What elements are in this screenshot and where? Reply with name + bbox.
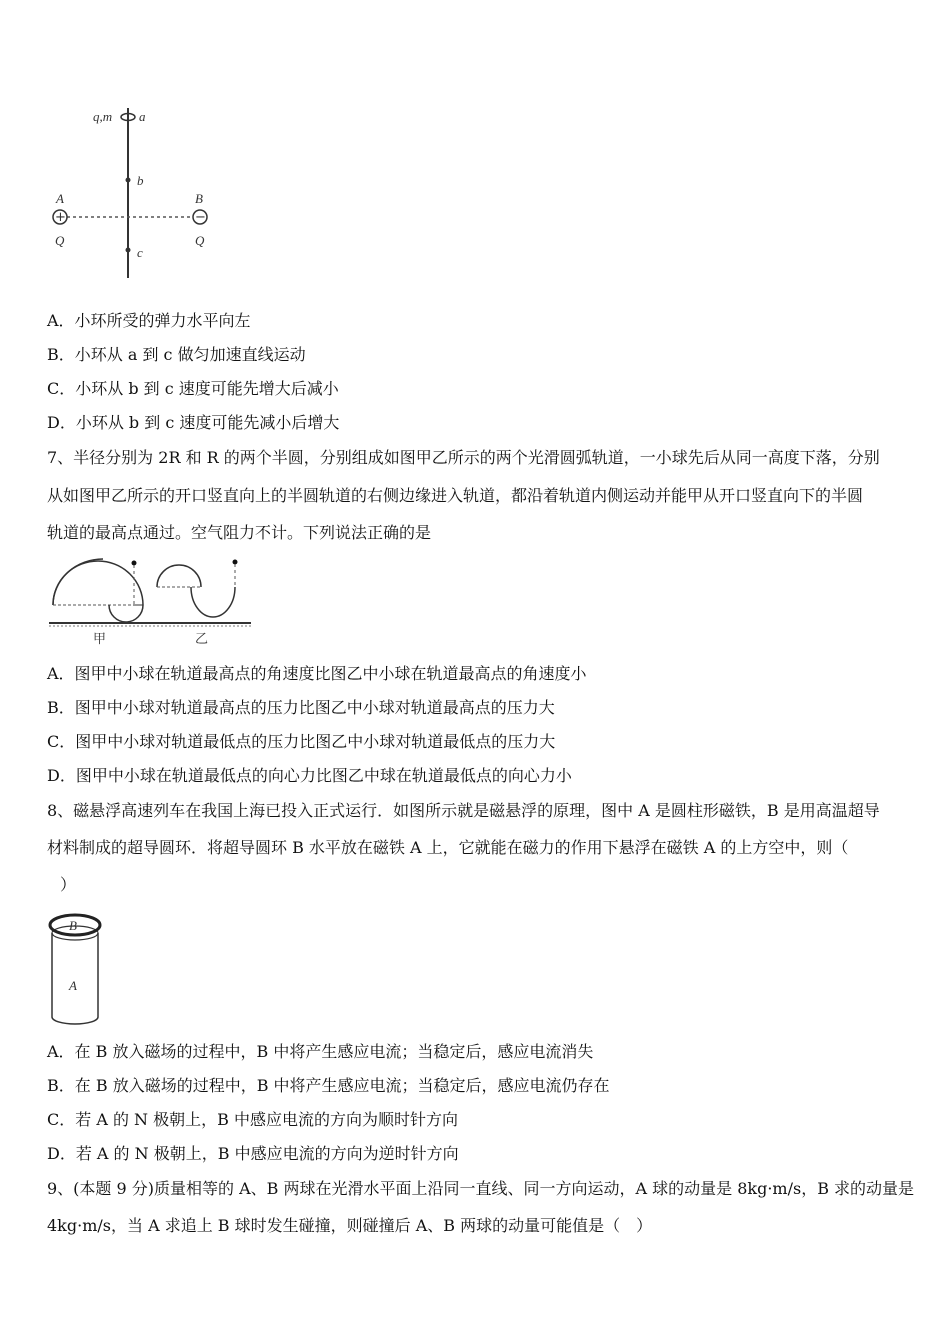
track-jia-small-arc: [109, 605, 143, 622]
q7-option-b: B．图甲中小球对轨道最高点的压力比图乙中小球对轨道最高点的压力大: [47, 698, 555, 717]
label-B: B: [195, 191, 203, 206]
q7-option-c: C．图甲中小球对轨道最低点的压力比图乙中小球对轨道最低点的压力大: [47, 732, 556, 751]
q7-stem-line-3: 轨道的最高点通过。空气阻力不计。下列说法正确的是: [47, 523, 432, 542]
q7-option-d: D．图甲中小球在轨道最低点的向心力比图乙中球在轨道最低点的向心力小: [47, 766, 572, 785]
minus-sign: −: [195, 210, 206, 225]
q8-stem-line-1: 8、磁悬浮高速列车在我国上海已投入正式运行．如图所示就是磁悬浮的原理，图中 A 是圆柱形磁铁，B 是用高温超导: [47, 801, 880, 820]
q6-option-a: A．小环所受的弹力水平向左: [47, 311, 251, 330]
figure-semicircle-tracks: [45, 555, 255, 650]
point-c: [126, 248, 131, 253]
label-QB: Q: [195, 233, 205, 248]
q7-stem-line-2: 从如图甲乙所示的开口竖直向上的半圆轨道的右侧边缘进入轨道，都沿着轨道内侧运动并能甲从开口竖直向下的半圆: [47, 486, 864, 505]
label-A: A: [56, 191, 64, 206]
label-jia: 甲: [93, 632, 107, 647]
label-b: b: [137, 173, 144, 188]
ball-yi: [233, 560, 238, 565]
q6-option-d: D．小环从 b 到 c 速度可能先减小后增大: [47, 413, 340, 432]
label-a: a: [139, 109, 146, 124]
ball-jia: [132, 561, 137, 566]
q8-option-c: C．若 A 的 N 极朝上，B 中感应电流的方向为顺时针方向: [47, 1110, 458, 1129]
track-yi-large-arc: [191, 587, 235, 617]
q6-option-b: B．小环从 a 到 c 做匀加速直线运动: [47, 345, 306, 364]
label-c: c: [137, 245, 143, 260]
q9-stem-line-2: 4kg·m/s，当 A 求追上 B 球时发生碰撞，则碰撞后 A、B 两球的动量可能值是（ ）: [47, 1216, 653, 1235]
q8-stem-line-3: ）: [60, 875, 77, 894]
q8-option-b: B．在 B 放入磁场的过程中，B 中将产生感应电流；当稳定后，感应电流仍存在: [47, 1076, 610, 1095]
q8-option-a: A．在 B 放入磁场的过程中，B 中将产生感应电流；当稳定后，感应电流消失: [47, 1042, 594, 1061]
label-QA: Q: [55, 233, 65, 248]
q8-stem-line-2: 材料制成的超导圆环．将超导圆环 B 水平放在磁铁 A 上，它就能在磁力的作用下悬浮在磁铁 A 的上方空中，则（: [47, 838, 849, 857]
figure-magnet-ring: [45, 905, 115, 1030]
label-ring-b: B: [69, 918, 77, 933]
label-q-m: q,m: [93, 109, 113, 124]
label-magnet-a: A: [69, 978, 77, 993]
figure-charges-rod: [45, 100, 225, 290]
q6-option-c: C．小环从 b 到 c 速度可能先增大后减小: [47, 379, 339, 398]
point-b: [126, 178, 131, 183]
plus-sign: +: [55, 210, 66, 225]
q7-option-a: A．图甲中小球在轨道最高点的角速度比图乙中小球在轨道最高点的角速度小: [47, 664, 587, 683]
track-yi-small-arc: [157, 565, 201, 587]
q8-option-d: D．若 A 的 N 极朝上，B 中感应电流的方向为逆时针方向: [47, 1144, 459, 1163]
q7-stem-line-1: 7、半径分别为 2R 和 R 的两个半圆，分别组成如图甲乙所示的两个光滑圆弧轨道，一小球先后从同一高度下落，分别: [47, 448, 880, 467]
label-yi: 乙: [195, 632, 209, 647]
q9-stem-line-1: 9、(本题 9 分)质量相等的 A、B 两球在光滑水平面上沿同一直线、同一方向运动，A 球的动量是 8kg·m/s，B 求的动量是: [47, 1179, 915, 1198]
